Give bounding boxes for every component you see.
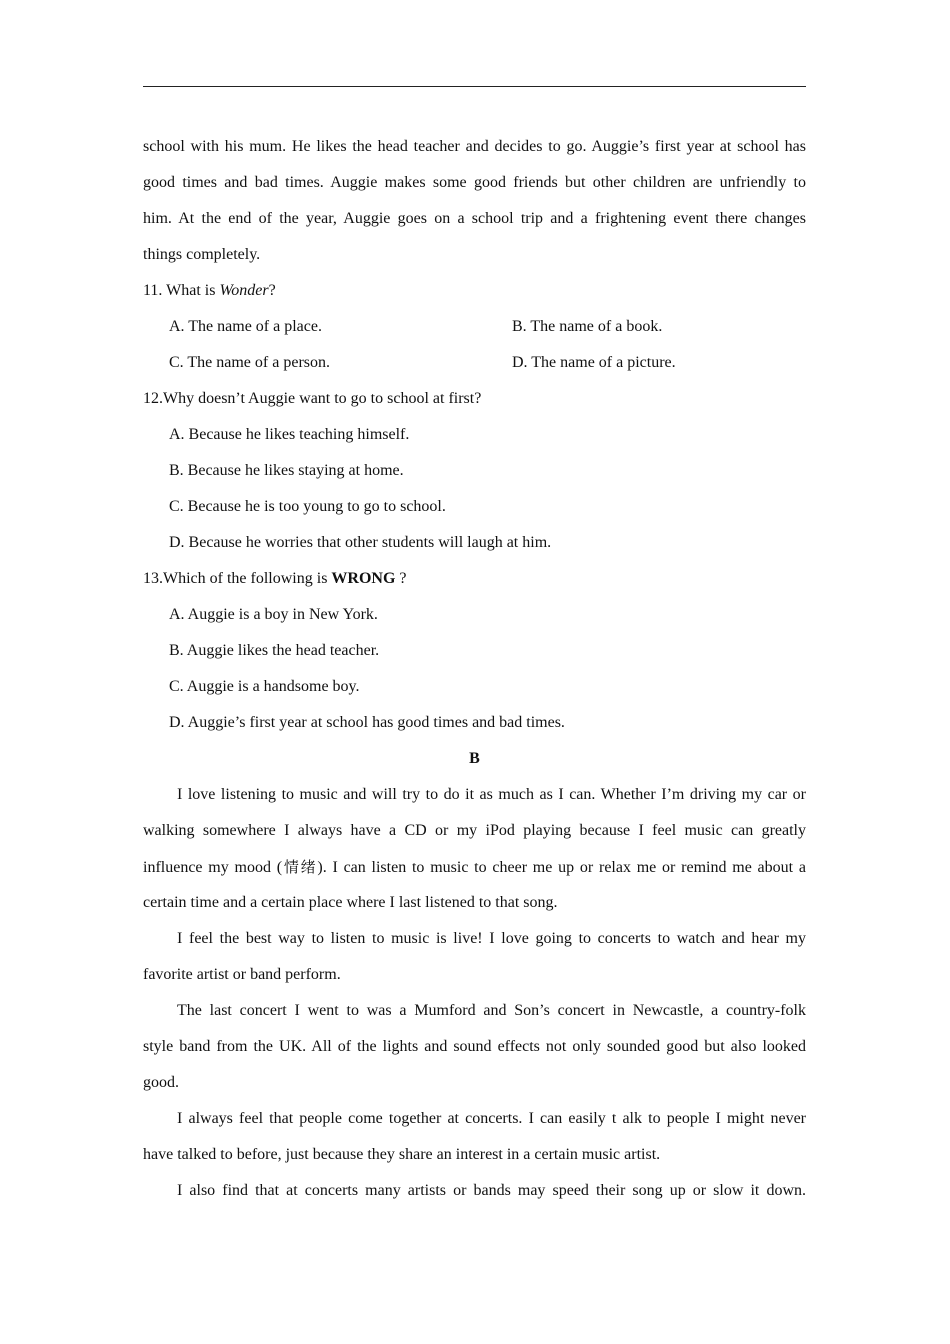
book-title: Wonder xyxy=(219,282,269,299)
option-a: A. Because he likes teaching himself. xyxy=(169,426,410,443)
question-suffix: ? xyxy=(395,570,407,587)
option-d: D. Because he worries that other students will laugh at him. xyxy=(169,534,552,551)
option-row xyxy=(143,345,806,381)
paragraph-line xyxy=(143,849,806,885)
header-rule xyxy=(143,86,806,87)
question-prefix: 11. What is xyxy=(143,282,220,299)
text-span: ). I can listen to music to cheer me up or relax me or remind me about a xyxy=(317,859,806,876)
paragraph-3 xyxy=(143,993,806,1101)
paragraph-line: I love listening to music and will try to do it as much as I can. Whether I’m driving my car or xyxy=(177,786,806,803)
paragraph-2 xyxy=(143,921,806,993)
question-prefix: 13.Which of the following is xyxy=(143,570,332,587)
option-b: B. The name of a book. xyxy=(512,318,663,335)
page-content xyxy=(143,129,806,1209)
option-b: B. Auggie likes the head teacher. xyxy=(169,642,380,659)
paragraph-4 xyxy=(143,1101,806,1173)
passage-line: him. At the end of the year, Auggie goes on a school trip and a frightening event there changes xyxy=(143,210,806,227)
option-d: D. The name of a picture. xyxy=(512,354,676,371)
paragraph-line: I also find that at concerts many artists or bands may speed their song up or slow it down. xyxy=(177,1182,806,1199)
passage-line: school with his mum. He likes the head teacher and decides to go. Auggie’s first year at school has xyxy=(143,138,806,155)
question-stem xyxy=(143,273,806,309)
paragraph-5 xyxy=(143,1173,806,1209)
option-a: A. The name of a place. xyxy=(169,318,322,335)
paragraph-line: walking somewhere I always have a CD or my iPod playing because I feel music can greatly xyxy=(143,822,806,839)
text-span: influence my mood ( xyxy=(143,859,283,876)
paragraph-line: I always feel that people come together at concerts. I can easily t alk to people I might never xyxy=(177,1110,806,1127)
option-c: C. The name of a person. xyxy=(169,354,330,371)
passage-line: things completely. xyxy=(143,246,261,263)
passage-line: good times and bad times. Auggie makes some good friends but other children are unfriendly to xyxy=(143,174,806,191)
paragraph-line: style band from the UK. All of the lights and sound effects not only sounded good but also looked xyxy=(143,1038,806,1055)
option-b: B. Because he likes staying at home. xyxy=(169,462,404,479)
option-a: A. Auggie is a boy in New York. xyxy=(169,606,378,623)
question-13 xyxy=(143,561,806,741)
question-11 xyxy=(143,273,806,381)
paragraph-line: good. xyxy=(143,1074,179,1091)
section-heading: B xyxy=(469,750,480,767)
chinese-gloss: 情绪 xyxy=(282,858,318,876)
option-c: C. Auggie is a handsome boy. xyxy=(169,678,360,695)
passage-a-continuation xyxy=(143,129,806,273)
option-d: D. Auggie’s first year at school has good times and bad times. xyxy=(169,714,565,731)
question-stem xyxy=(143,561,806,597)
question-suffix: ? xyxy=(268,282,276,299)
paragraph-line: favorite artist or band perform. xyxy=(143,966,341,983)
paragraph-line: I feel the best way to listen to music is live! I love going to concerts to watch and hear my xyxy=(177,930,806,947)
option-c: C. Because he is too young to go to school. xyxy=(169,498,446,515)
paragraph-line: certain time and a certain place where I last listened to that song. xyxy=(143,894,558,911)
emphasis-word: WRONG xyxy=(331,570,396,587)
question-12 xyxy=(143,381,806,561)
option-row xyxy=(143,309,806,345)
paragraph-line: have talked to before, just because they share an interest in a certain music artist. xyxy=(143,1146,661,1163)
paragraph-1 xyxy=(143,777,806,921)
paragraph-line: The last concert I went to was a Mumford and Son’s concert in Newcastle, a country-folk xyxy=(177,1002,806,1019)
question-stem: 12.Why doesn’t Auggie want to go to school at first? xyxy=(143,390,482,407)
